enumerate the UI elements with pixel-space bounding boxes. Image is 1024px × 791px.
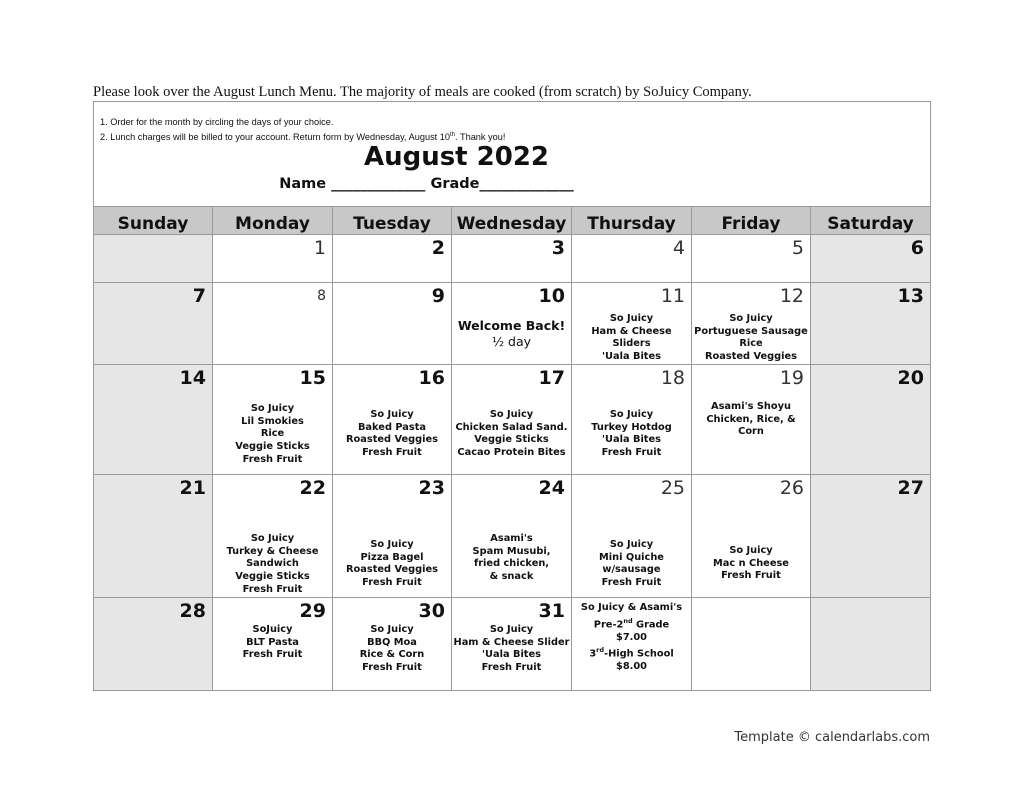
menu-item: Asami's Shoyu bbox=[711, 401, 791, 412]
menu-item: Fresh Fruit bbox=[242, 649, 303, 661]
menu-items bbox=[572, 409, 691, 460]
menu-item: Portuguese Sausage bbox=[694, 325, 808, 337]
day-cell[interactable] bbox=[811, 235, 931, 283]
day-cell[interactable] bbox=[452, 235, 572, 283]
menu-item: Rice & Corn bbox=[359, 649, 425, 661]
menu-item: Chicken, Rice, & bbox=[706, 413, 796, 425]
week-row bbox=[94, 365, 931, 475]
menu-item: So Juicy bbox=[609, 539, 654, 550]
calendar-grid bbox=[93, 206, 931, 691]
week-row bbox=[94, 475, 931, 598]
day-cell[interactable] bbox=[213, 475, 333, 598]
day-number: 17 bbox=[538, 367, 565, 389]
menu-item: So Juicy bbox=[609, 409, 654, 420]
menu-items bbox=[572, 313, 691, 364]
day-number: 27 bbox=[897, 477, 924, 499]
intro-text: Please look over the August Lunch Menu. The majority of meals are cooked (from scratch) by SoJuicy Company. bbox=[93, 84, 752, 100]
weekday-wednesday: Wednesday bbox=[452, 207, 572, 235]
menu-item: Roasted Veggies bbox=[345, 564, 439, 576]
menu-item: Fresh Fruit bbox=[362, 662, 422, 674]
menu-item: Rice bbox=[260, 428, 285, 440]
menu-item: w/sausage bbox=[602, 564, 661, 576]
menu-item: Roasted Veggies bbox=[704, 351, 798, 363]
menu-item: Roasted Veggies bbox=[345, 434, 439, 446]
menu-item: So Juicy bbox=[250, 533, 295, 544]
day-number: 19 bbox=[779, 367, 804, 389]
instruction-2: 2. Lunch charges will be billed to your account. Return form by Wednesday, August 10th. Thank you! bbox=[100, 132, 506, 143]
menu-item: Fresh Fruit bbox=[601, 447, 662, 459]
menu-items bbox=[692, 313, 810, 364]
day-number: 31 bbox=[538, 600, 565, 622]
calendar-header bbox=[93, 101, 931, 206]
menu-items bbox=[213, 624, 332, 662]
day-number: 11 bbox=[660, 285, 685, 307]
day-number: 29 bbox=[299, 600, 326, 622]
day-number: 13 bbox=[897, 285, 924, 307]
menu-item: Sliders bbox=[612, 338, 651, 350]
day-number: 1 bbox=[313, 237, 326, 259]
menu-item: $8.00 bbox=[616, 661, 647, 673]
menu-item: Chicken Salad Sand. bbox=[455, 421, 568, 433]
week-row bbox=[94, 283, 931, 365]
day-cell[interactable] bbox=[213, 365, 333, 475]
menu-item: So Juicy bbox=[729, 545, 773, 556]
day-cell[interactable] bbox=[811, 283, 931, 365]
template-credit: Template © calendarlabs.com bbox=[734, 730, 930, 745]
weekday-saturday: Saturday bbox=[811, 207, 931, 235]
day-cell[interactable] bbox=[692, 475, 811, 598]
menu-item: Ham & Cheese Slider bbox=[453, 636, 570, 648]
day-cell[interactable] bbox=[213, 283, 333, 365]
welcome-title: Welcome Back! bbox=[457, 318, 566, 333]
menu-items bbox=[692, 401, 810, 439]
month-title: August 2022 bbox=[363, 142, 550, 172]
menu-items bbox=[692, 545, 810, 583]
day-number: 8 bbox=[317, 288, 326, 304]
menu-item: Veggie Sticks bbox=[474, 434, 549, 446]
calendar-body bbox=[94, 235, 931, 691]
week-row bbox=[94, 235, 931, 283]
day-cell[interactable] bbox=[333, 283, 452, 365]
day-cell[interactable] bbox=[811, 475, 931, 598]
menu-items bbox=[333, 409, 451, 460]
menu-items bbox=[333, 539, 451, 590]
day-number: 14 bbox=[179, 367, 206, 389]
menu-item: Ham & Cheese bbox=[591, 325, 672, 337]
day-cell[interactable] bbox=[94, 283, 213, 365]
menu-items bbox=[452, 533, 571, 584]
weekday-tuesday: Tuesday bbox=[333, 207, 452, 235]
day-number: 16 bbox=[418, 367, 445, 389]
menu-item: Pre-2nd Grade bbox=[593, 616, 670, 630]
menu-item: SoJuicy bbox=[252, 624, 293, 635]
day-number: 25 bbox=[660, 477, 685, 499]
day-cell[interactable] bbox=[452, 475, 572, 598]
day-cell[interactable] bbox=[333, 475, 452, 598]
day-cell[interactable] bbox=[94, 235, 213, 283]
day-number: 21 bbox=[179, 477, 206, 499]
day-number: 28 bbox=[179, 600, 206, 622]
menu-item: Veggie Sticks bbox=[235, 571, 310, 583]
day-cell[interactable] bbox=[811, 365, 931, 475]
day-cell[interactable] bbox=[572, 365, 692, 475]
day-number: 10 bbox=[538, 285, 565, 307]
menu-item: So Juicy bbox=[609, 313, 654, 324]
welcome-note bbox=[452, 318, 571, 350]
day-cell[interactable] bbox=[94, 475, 213, 598]
day-number: 2 bbox=[431, 237, 445, 259]
day-number: 9 bbox=[431, 285, 445, 307]
week-row bbox=[94, 598, 931, 691]
day-cell[interactable] bbox=[692, 598, 811, 691]
day-number: 7 bbox=[192, 285, 206, 307]
day-cell[interactable] bbox=[692, 283, 811, 365]
menu-item: So Juicy & Asami's bbox=[580, 602, 683, 613]
menu-items bbox=[452, 409, 571, 460]
day-number: 26 bbox=[779, 477, 804, 499]
day-cell[interactable] bbox=[94, 365, 213, 475]
day-number: 4 bbox=[672, 237, 685, 259]
menu-item: Mini Quiche bbox=[599, 551, 664, 563]
menu-item: BBQ Moa bbox=[367, 636, 417, 648]
day-cell[interactable] bbox=[572, 235, 692, 283]
menu-items bbox=[213, 403, 332, 467]
day-cell[interactable] bbox=[333, 365, 452, 475]
menu-item: BLT Pasta bbox=[246, 636, 299, 648]
menu-item: Asami's bbox=[490, 533, 533, 544]
menu-item: 3rd-High School bbox=[589, 646, 674, 660]
menu-item: So Juicy bbox=[370, 624, 414, 635]
menu-item: So Juicy bbox=[729, 313, 773, 324]
menu-item: Mac n Cheese bbox=[713, 557, 789, 569]
day-cell[interactable] bbox=[333, 235, 452, 283]
day-number: 5 bbox=[791, 237, 804, 259]
weekday-thursday: Thursday bbox=[572, 207, 692, 235]
day-number: 24 bbox=[538, 477, 565, 499]
weekday-header-row bbox=[94, 207, 931, 235]
menu-item: Lil Smokies bbox=[241, 415, 304, 427]
day-number: 6 bbox=[910, 237, 924, 259]
day-cell[interactable] bbox=[572, 475, 692, 598]
menu-item: Baked Pasta bbox=[357, 421, 427, 433]
day-number: 12 bbox=[779, 285, 804, 307]
menu-item: Fresh Fruit bbox=[242, 583, 303, 595]
day-cell[interactable] bbox=[572, 598, 692, 691]
menu-item: Pizza Bagel bbox=[360, 551, 424, 563]
day-cell[interactable] bbox=[692, 365, 811, 475]
menu-item: & snack bbox=[489, 571, 534, 583]
menu-items bbox=[572, 602, 691, 674]
menu-item: So Juicy bbox=[370, 539, 414, 550]
instruction-1: 1. Order for the month by circling the days of your choice. bbox=[100, 117, 334, 127]
day-cell[interactable] bbox=[452, 598, 572, 691]
menu-item: Fresh Fruit bbox=[362, 577, 422, 589]
day-cell[interactable] bbox=[572, 283, 692, 365]
menu-item: Fresh Fruit bbox=[242, 453, 303, 465]
day-cell[interactable] bbox=[213, 598, 333, 691]
menu-item: Fresh Fruit bbox=[601, 577, 662, 589]
menu-item: Sandwich bbox=[246, 558, 299, 570]
day-cell[interactable] bbox=[811, 598, 931, 691]
menu-item: Turkey Hotdog bbox=[591, 421, 672, 433]
day-cell[interactable] bbox=[94, 598, 213, 691]
menu-item: Fresh Fruit bbox=[481, 662, 542, 674]
day-number: 18 bbox=[660, 367, 685, 389]
menu-item: 'Uala Bites bbox=[602, 351, 661, 363]
menu-item: Fresh Fruit bbox=[721, 570, 781, 582]
menu-item: So Juicy bbox=[489, 624, 534, 635]
menu-item: Rice bbox=[739, 338, 763, 350]
day-number: 15 bbox=[299, 367, 326, 389]
menu-item: So Juicy bbox=[370, 409, 414, 420]
menu-item: Cacao Protein Bites bbox=[457, 447, 566, 459]
day-cell[interactable] bbox=[333, 598, 452, 691]
day-cell[interactable] bbox=[452, 365, 572, 475]
menu-items bbox=[572, 539, 691, 590]
day-number: 30 bbox=[418, 600, 445, 622]
weekday-friday: Friday bbox=[692, 207, 811, 235]
day-number: 3 bbox=[551, 237, 565, 259]
menu-item: $7.00 bbox=[616, 631, 647, 643]
menu-items bbox=[333, 624, 451, 675]
menu-item: Fresh Fruit bbox=[362, 447, 422, 459]
name-grade-line: Name _____________ Grade_____________ bbox=[279, 176, 574, 192]
menu-item: 'Uala Bites bbox=[482, 649, 541, 661]
day-number: 23 bbox=[418, 477, 445, 499]
menu-items bbox=[213, 533, 332, 597]
menu-item: So Juicy bbox=[250, 403, 295, 414]
day-number: 20 bbox=[897, 367, 924, 389]
menu-item: 'Uala Bites bbox=[602, 434, 661, 446]
menu-item: fried chicken, bbox=[473, 558, 550, 570]
day-cell[interactable] bbox=[692, 235, 811, 283]
menu-item: Veggie Sticks bbox=[235, 441, 310, 453]
menu-item: Spam Musubi, bbox=[472, 545, 551, 557]
day-number: 22 bbox=[299, 477, 326, 499]
weekday-monday: Monday bbox=[213, 207, 333, 235]
menu-item: Corn bbox=[738, 426, 764, 438]
menu-item: Turkey & Cheese bbox=[226, 545, 319, 557]
instructions bbox=[100, 116, 505, 144]
weekday-sunday: Sunday bbox=[94, 207, 213, 235]
welcome-subtitle: ½ day bbox=[491, 334, 532, 349]
day-cell[interactable] bbox=[452, 283, 572, 365]
menu-item: So Juicy bbox=[489, 409, 534, 420]
day-cell[interactable] bbox=[213, 235, 333, 283]
menu-items bbox=[452, 624, 571, 675]
